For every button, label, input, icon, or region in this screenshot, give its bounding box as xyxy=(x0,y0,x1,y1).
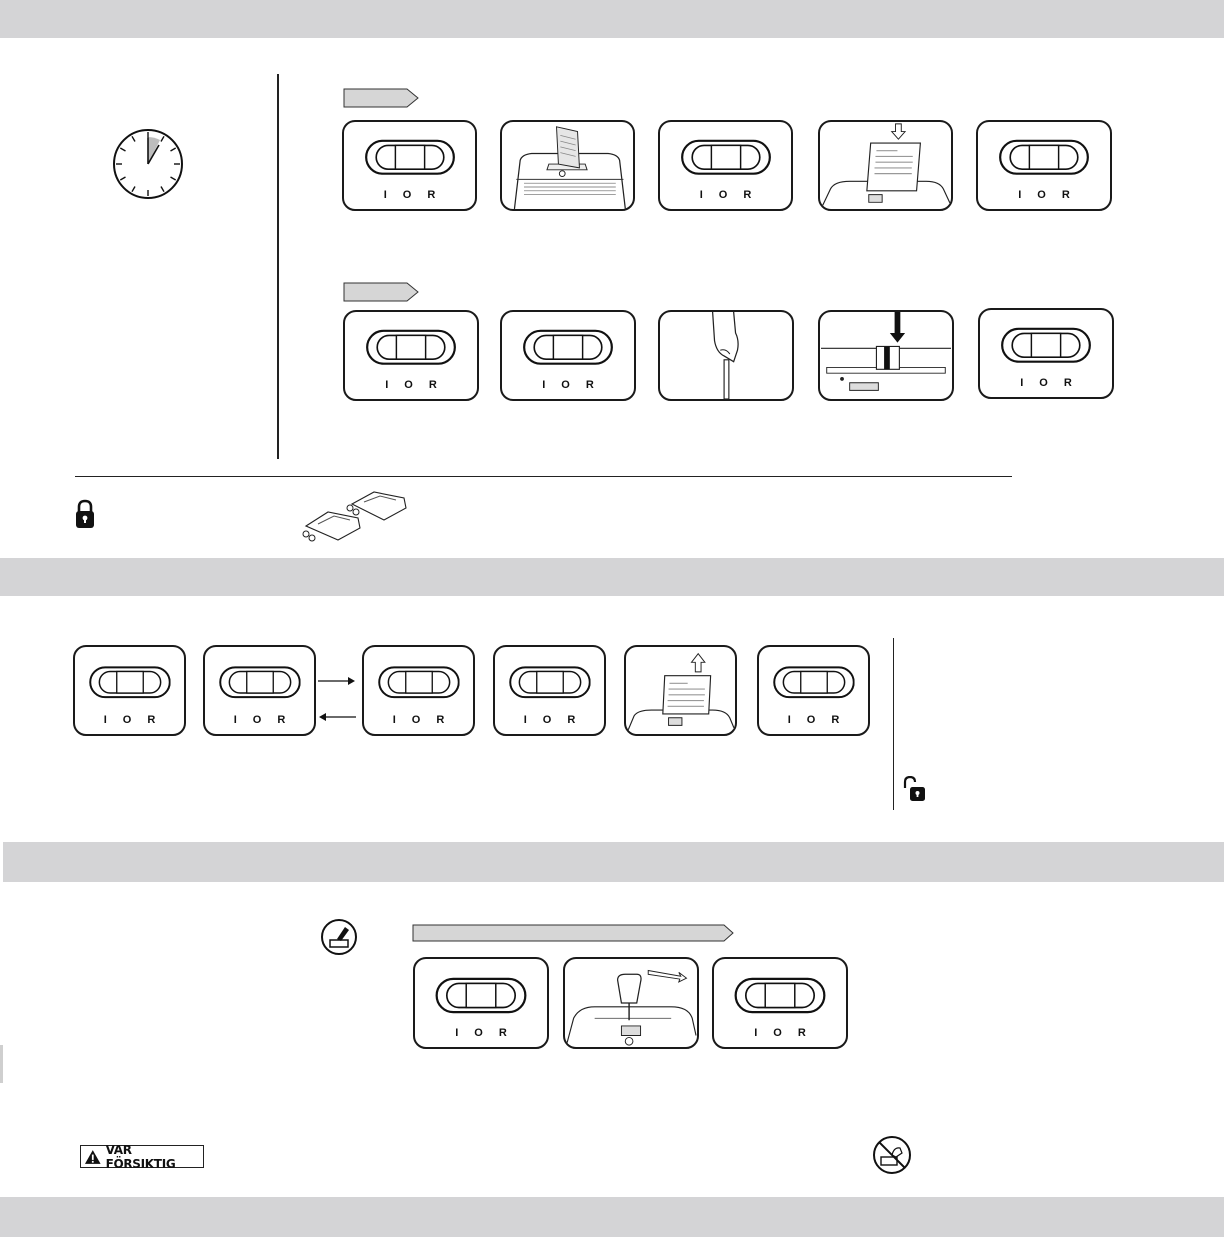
switch-panel xyxy=(203,645,316,736)
cutter-parts-illustration xyxy=(298,490,410,544)
switch-panel xyxy=(500,310,636,401)
step-arrow-tab-2 xyxy=(343,282,419,302)
switch-panel xyxy=(413,957,549,1049)
oiling-panel xyxy=(563,957,699,1049)
warning-triangle-icon xyxy=(84,1149,102,1165)
switch-panel xyxy=(712,957,848,1049)
section-band-3 xyxy=(3,842,1224,882)
switch-labels: I O R xyxy=(392,714,445,727)
switch-labels: I O R xyxy=(754,1027,806,1040)
rocker-switch xyxy=(508,664,591,701)
rocker-switch xyxy=(431,977,531,1014)
warning-label xyxy=(80,1142,204,1171)
step-arrow-tab-3 xyxy=(412,924,734,942)
rocker-switch xyxy=(772,664,855,701)
switch-labels: I O R xyxy=(699,189,752,202)
section-band-bottom xyxy=(0,1197,1224,1237)
paper-insert-panel xyxy=(818,120,953,211)
switch-labels: I O R xyxy=(103,714,156,727)
switch-panel xyxy=(73,645,186,736)
switch-panel xyxy=(658,120,793,211)
switch-panel xyxy=(342,120,477,211)
arrow-left-icon xyxy=(318,710,356,722)
switch-labels: I O R xyxy=(523,714,576,727)
clock-icon xyxy=(112,128,184,200)
switch-labels: I O R xyxy=(385,379,437,392)
switch-panel xyxy=(976,120,1112,211)
switch-labels: I O R xyxy=(542,379,594,392)
divider-vertical-1 xyxy=(277,74,279,459)
unlock-icon xyxy=(902,776,926,802)
rocker-switch xyxy=(996,327,1096,364)
section-band-top xyxy=(0,0,1224,38)
paper-remove-panel xyxy=(624,645,737,736)
no-hand-icon xyxy=(872,1135,912,1175)
rocker-switch xyxy=(361,329,461,366)
rocker-switch xyxy=(518,329,618,366)
switch-panel xyxy=(343,310,479,401)
rocker-switch xyxy=(360,139,460,176)
rocker-switch xyxy=(730,977,830,1014)
switch-panel xyxy=(978,308,1114,399)
switch-labels: I O R xyxy=(1018,189,1070,202)
rocker-switch xyxy=(88,664,171,701)
section-band-2 xyxy=(0,558,1224,596)
switch-labels: I O R xyxy=(455,1027,507,1040)
switch-labels: I O R xyxy=(1020,377,1072,390)
divider-horizontal xyxy=(75,476,1012,477)
rocker-switch xyxy=(377,664,460,701)
divider-vertical-2 xyxy=(893,638,894,810)
switch-labels: I O R xyxy=(787,714,840,727)
step-arrow-tab-1 xyxy=(343,88,419,108)
arrow-right-icon xyxy=(318,674,356,686)
lock-icon xyxy=(74,499,96,529)
switch-labels: I O R xyxy=(233,714,286,727)
card-hand-panel xyxy=(658,310,794,401)
oil-icon xyxy=(320,918,358,956)
card-insert-panel xyxy=(818,310,954,401)
switch-panel xyxy=(493,645,606,736)
warning-text: VAR FÖRSIKTIG xyxy=(105,1142,176,1171)
switch-panel xyxy=(757,645,870,736)
rocker-switch xyxy=(994,139,1094,176)
switch-labels: I O R xyxy=(383,189,436,202)
shredder-feed-panel xyxy=(500,120,635,211)
rocker-switch xyxy=(218,664,301,701)
page-edge-mark xyxy=(0,1045,3,1083)
switch-panel xyxy=(362,645,475,736)
rocker-switch xyxy=(676,139,776,176)
